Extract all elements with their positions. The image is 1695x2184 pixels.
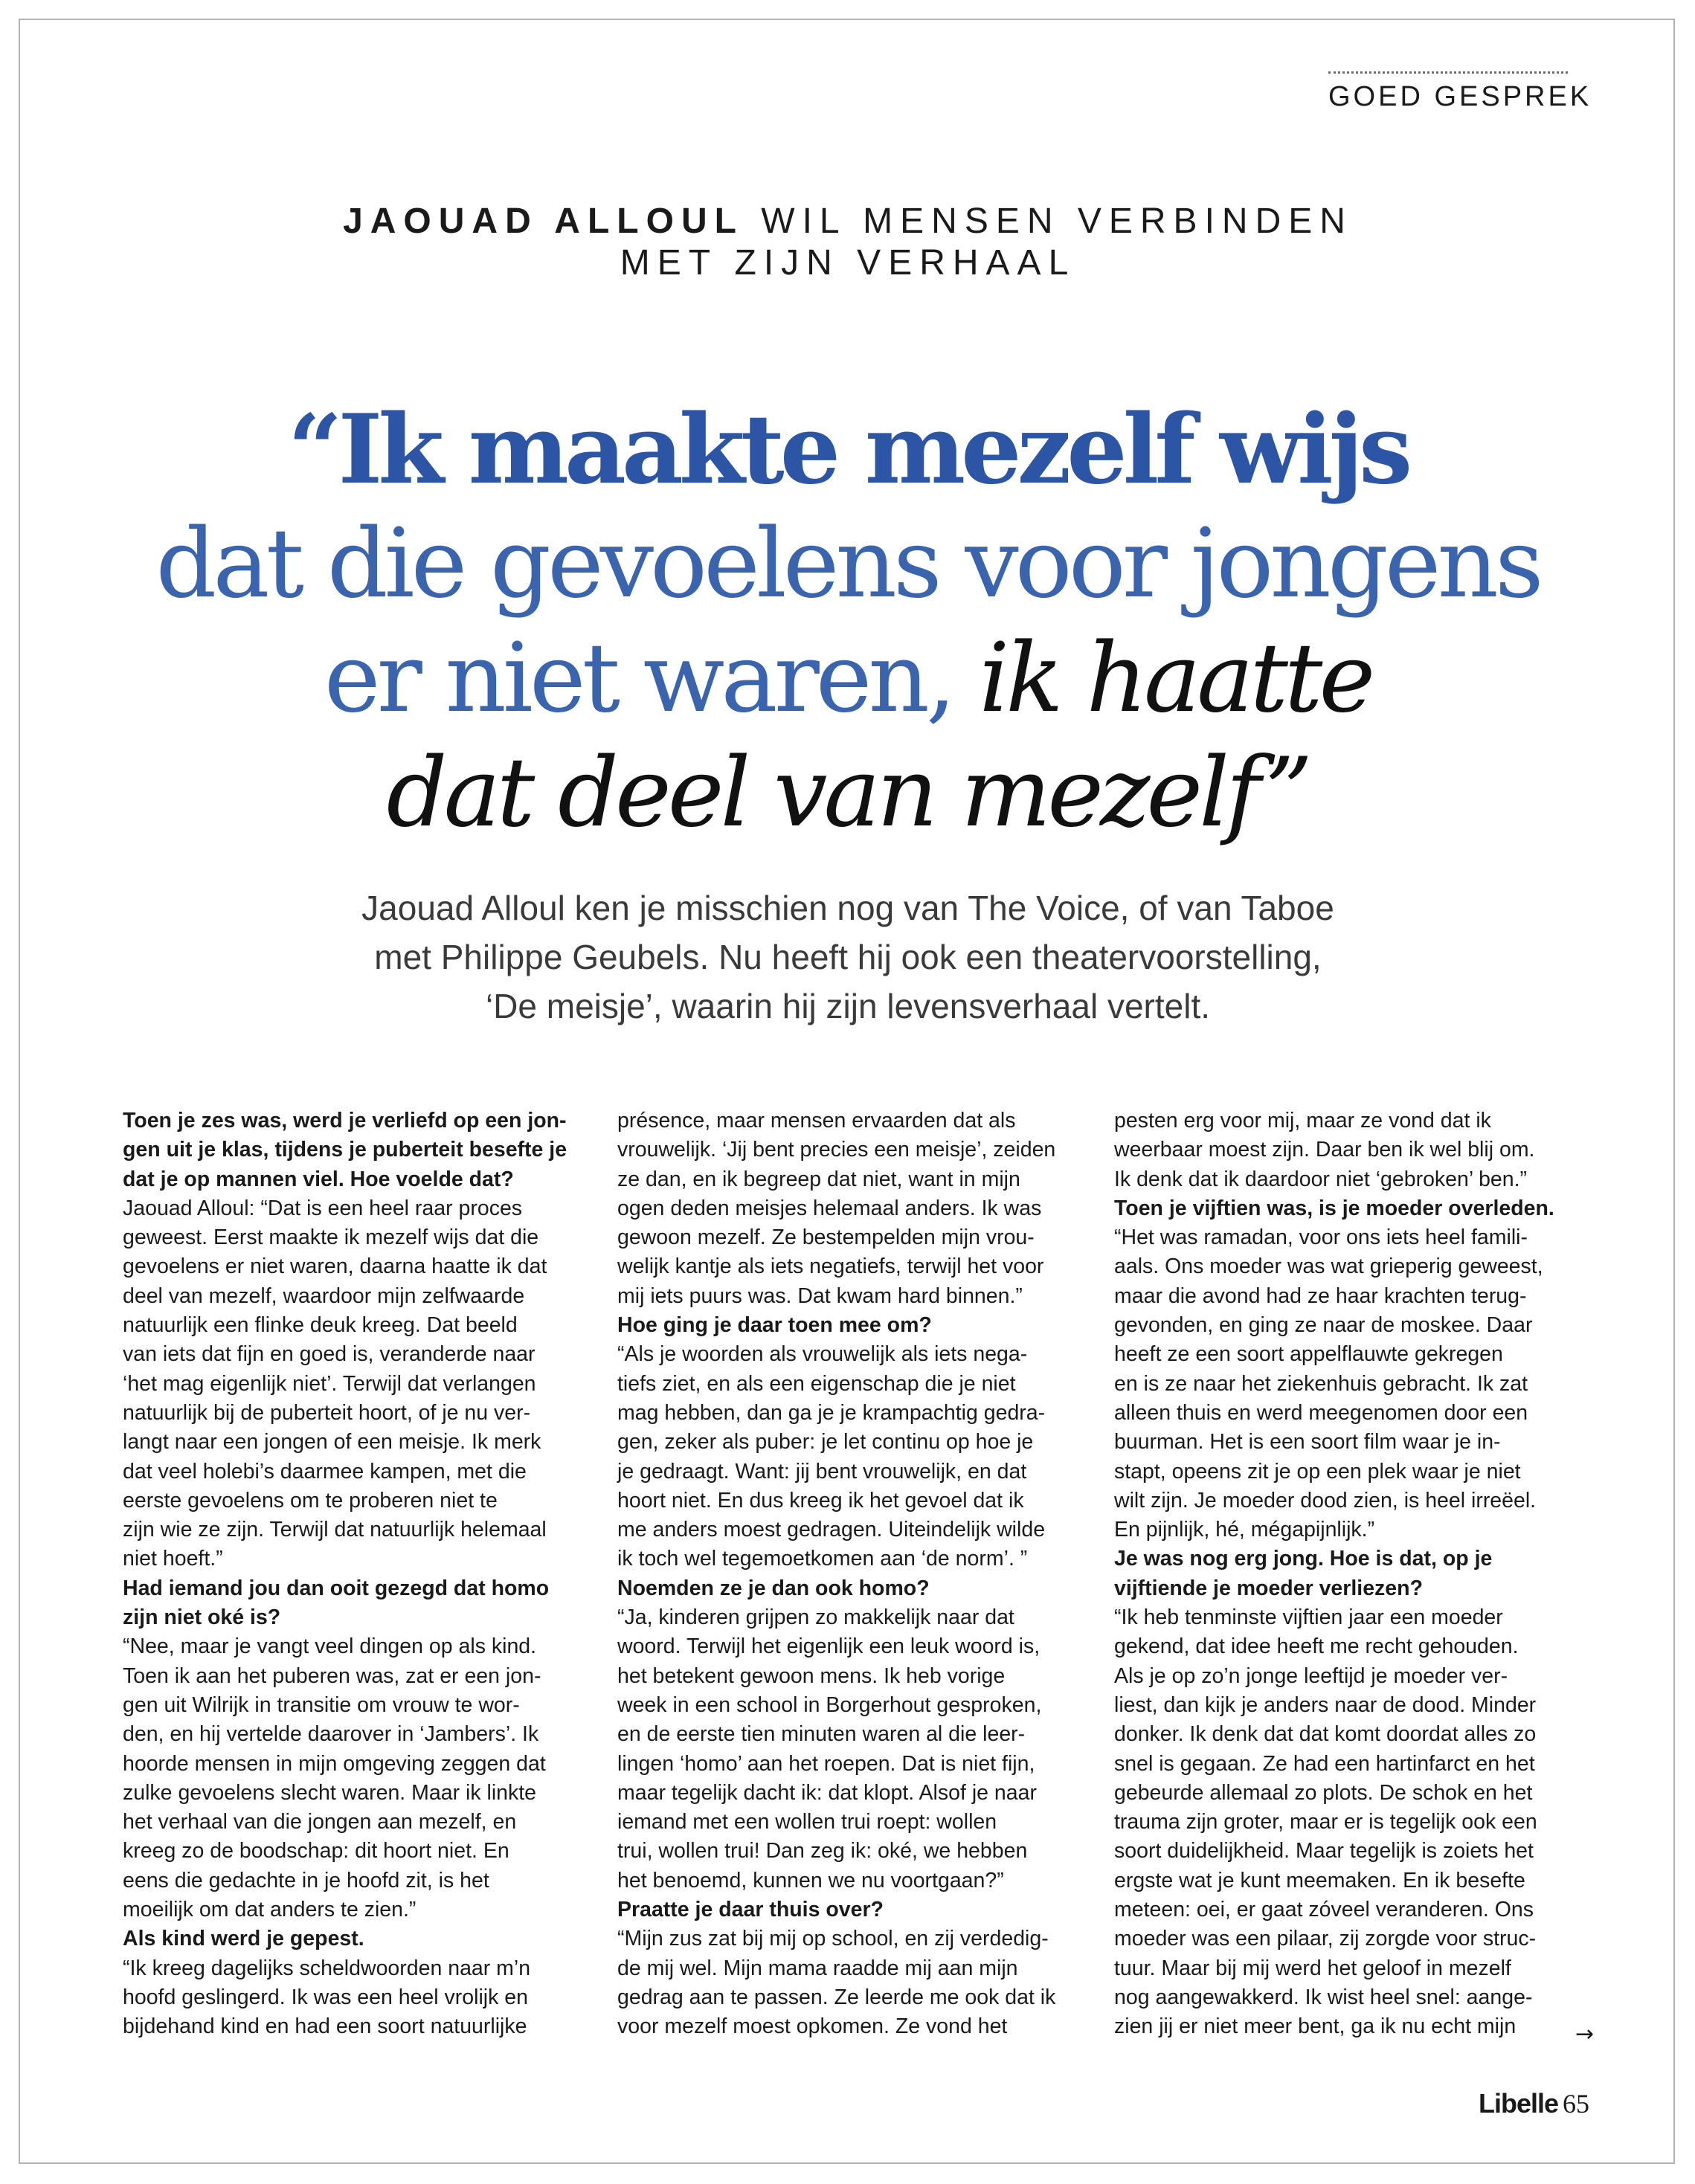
answer-line: niet hoeft.” — [123, 1547, 223, 1571]
answer-line: présence, maar mensen ervaarden dat als — [617, 1109, 1016, 1133]
article-column-2 — [617, 1107, 1071, 2042]
answer-line: de mij wel. Mijn mama raadde mij aan mijn — [617, 1956, 1018, 1980]
intro-line: Jaouad Alloul ken je misschien nog van The Voice, of van Taboe — [361, 889, 1334, 927]
answer-line: “Als je woorden als vrouwelijk als iets nega- — [617, 1342, 1028, 1367]
answer-line: natuurlijk bij de puberteit hoort, of je nu ver- — [123, 1400, 531, 1425]
question-line: zijn niet oké is? — [123, 1605, 281, 1630]
answer-line: gebeurde allemaal zo plots. De schok en het — [1114, 1780, 1533, 1805]
answer-line: “Het was ramadan, voor ons iets heel famili- — [1114, 1225, 1528, 1250]
answer-line: Ik denk dat ik daardoor niet ‘gebroken’ ben.” — [1114, 1167, 1528, 1191]
continue-arrow-icon: → — [1575, 2021, 1595, 2047]
question-line: Hoe ging je daar toen mee om? — [617, 1313, 932, 1338]
magazine-logo: Libelle — [1479, 2088, 1559, 2119]
answer-line: Jaouad Alloul: “Dat is een heel raar proces — [123, 1196, 523, 1220]
question-line: Als kind werd je gepest. — [123, 1927, 364, 1951]
answer-line: het benoemd, kunnen we nu voortgaan?” — [617, 1868, 1004, 1893]
answer-line: me anders moest gedragen. Uiteindelijk wilde — [617, 1518, 1046, 1542]
question-line: dat je op mannen viel. Hoe voelde dat? — [123, 1167, 514, 1191]
question-line: Toen je vijftien was, is je moeder overleden. — [1114, 1196, 1554, 1220]
answer-line: welijk kantje als iets negatiefs, terwijl het voor — [617, 1254, 1044, 1279]
headline-line-3-blue: er niet waren, — [324, 623, 980, 734]
answer-line: gewoon mezelf. Ze bestempelden mijn vrou- — [617, 1225, 1035, 1250]
answer-line: aals. Ons moeder was wat grieperig geweest, — [1114, 1254, 1543, 1279]
question-line: Je was nog erg jong. Hoe is dat, op je — [1114, 1547, 1493, 1571]
answer-line: deel van mezelf, waardoor mijn zelfwaarde — [123, 1283, 525, 1308]
answer-line: tiefs ziet, en als een eigenschap die je niet — [617, 1371, 1016, 1396]
answer-line: alleen thuis en werd meegenomen door een — [1114, 1400, 1528, 1425]
answer-line: van iets dat fijn en goed is, veranderde naar — [123, 1342, 535, 1367]
answer-line: het betekent gewoon mens. Ik heb vorige — [617, 1663, 1006, 1688]
article-column-3 — [1114, 1107, 1568, 2042]
answer-line: zien jij er niet meer bent, ga ik nu echt mijn — [1114, 2014, 1517, 2039]
section-label: GOED GESPREK — [1328, 71, 1568, 113]
page-footer — [1479, 2088, 1589, 2119]
page-number: 65 — [1563, 2089, 1590, 2119]
answer-line: buurman. Het is een soort film waar je in- — [1114, 1430, 1501, 1455]
answer-line: “Nee, maar je vangt veel dingen op als kind. — [123, 1634, 537, 1659]
answer-line: hoort niet. En dus kreeg ik het gevoel dat ik — [617, 1488, 1024, 1513]
answer-line: kreeg zo de boodschap: dit hoort niet. En — [123, 1839, 509, 1864]
answer-line: woord. Terwijl het eigenlijk een leuk woord is, — [617, 1634, 1041, 1659]
answer-line: gevoelens er niet waren, daarna haatte ik dat — [123, 1254, 547, 1279]
answer-line: wilt zijn. Je moeder dood zien, is heel irreëel. — [1114, 1488, 1537, 1513]
answer-line: gen uit Wilrijk in transitie om vrouw te wor- — [123, 1692, 520, 1717]
intro-line: met Philippe Geubels. Nu heeft hij ook een theatervoorstelling, — [374, 938, 1322, 976]
answer-line: en is ze naar het ziekenhuis gebracht. Ik zat — [1114, 1371, 1528, 1396]
answer-line: En pijnlijk, hé, mégapijnlijk.” — [1114, 1518, 1375, 1542]
answer-line: week in een school in Borgerhout gesproken, — [617, 1692, 1042, 1717]
answer-line: ‘het mag eigenlijk niet’. Terwijl dat verlangen — [123, 1371, 536, 1396]
answer-line: zijn wie ze zijn. Terwijl dat natuurlijk helemaal — [123, 1518, 547, 1542]
answer-line: “Ik heb tenminste vijftien jaar een moeder — [1114, 1605, 1503, 1630]
answer-line: hoorde mensen in mijn omgeving zeggen dat — [123, 1751, 546, 1776]
question-line: Had iemand jou dan ooit gezegd dat homo — [123, 1576, 550, 1600]
answer-line: iemand met een wollen trui roept: wollen — [617, 1810, 997, 1835]
answer-line: maar die avond had ze haar krachten terug- — [1114, 1283, 1527, 1308]
kicker-line1-rest: WIL MENSEN VERBINDEN — [743, 202, 1353, 241]
answer-line: zulke gevoelens slecht waren. Maar ik linkte — [123, 1780, 537, 1805]
answer-line: bijdehand kind en had een soort natuurlijke — [123, 2014, 527, 2039]
answer-line: mag hebben, dan ga je je krampachtig gedra- — [617, 1400, 1046, 1425]
answer-line: vrouwelijk. ‘Jij bent precies een meisje’, zeiden — [617, 1138, 1056, 1162]
answer-line: eens die gedachte in je hoofd zit, is het — [123, 1868, 489, 1893]
answer-line: mij iets puurs was. Dat kwam hard binnen.” — [617, 1283, 1023, 1308]
question-line: Toen je zes was, werd je verliefd op een jon- — [123, 1109, 567, 1133]
answer-line: stapt, opeens zit je op een plek waar je niet — [1114, 1459, 1521, 1484]
answer-line: geweest. Eerst maakte ik mezelf wijs dat die — [123, 1225, 539, 1250]
answer-line: moeilijk om dat anders te zien.” — [123, 1898, 416, 1922]
answer-line: je gedraagt. Want: jij bent vrouwelijk, en dat — [617, 1459, 1027, 1484]
headline-line-1: “Ik maakte mezelf wijs — [287, 394, 1409, 506]
answer-line: meteen: oei, er gaat zóveel veranderen. Ons — [1114, 1898, 1534, 1922]
headline-line-3-dark: ik haatte — [979, 623, 1372, 734]
answer-line: “Mijn zus zat bij mij op school, en zij verdedig- — [617, 1927, 1049, 1951]
answer-line: tuur. Maar bij mij werd het geloof in mezelf — [1114, 1956, 1511, 1980]
answer-line: ik toch wel tegemoetkomen aan ‘de norm’. ” — [617, 1547, 1028, 1571]
question-line: gen uit je klas, tijdens je puberteit besefte je — [123, 1138, 567, 1162]
answer-line: Als je op zo’n jonge leeftijd je moeder ver- — [1114, 1663, 1508, 1688]
answer-line: moeder was een pilaar, zij zorgde voor struc- — [1114, 1927, 1537, 1951]
answer-line: ergste wat je kunt meemaken. En ik besefte — [1114, 1868, 1525, 1893]
kicker — [297, 201, 1398, 284]
answer-line: het verhaal van die jongen aan mezelf, en — [123, 1810, 517, 1835]
answer-line: ogen deden meisjes helemaal anders. Ik was — [617, 1196, 1042, 1220]
headline-line-4: dat deel van mezelf” — [386, 738, 1310, 848]
answer-line: langt naar een jongen of een meisje. Ik merk — [123, 1430, 541, 1455]
answer-line: nog aangewakkerd. Ik wist heel snel: aange- — [1114, 1985, 1533, 2009]
answer-line: trui, wollen trui! Dan zeg ik: oké, we hebben — [617, 1839, 1028, 1864]
intro-line: ‘De meisje’, waarin hij zijn levensverhaal vertelt. — [485, 987, 1211, 1025]
answer-line: voor mezelf moest opkomen. Ze vond het — [617, 2014, 1008, 2039]
answer-line: natuurlijk een flinke deuk kreeg. Dat beeld — [123, 1313, 518, 1338]
answer-line: hoofd geslingerd. Ik was een heel vrolijk en — [123, 1985, 528, 2009]
answer-line: gen, zeker als puber: je let continu op hoe je — [617, 1430, 1034, 1455]
answer-line: soort duidelijkheid. Maar tegelijk is zoiets het — [1114, 1839, 1534, 1864]
answer-line: pesten erg voor mij, maar ze vond dat ik — [1114, 1109, 1491, 1133]
intro-paragraph — [223, 883, 1473, 1031]
answer-line: lingen ‘homo’ aan het roepen. Dat is niet fijn, — [617, 1751, 1035, 1776]
answer-line: maar tegelijk dacht ik: dat klopt. Alsof je naar — [617, 1780, 1037, 1805]
article-column-1 — [123, 1107, 576, 2042]
answer-line: en de eerste tien minuten waren al die leer- — [617, 1722, 1026, 1747]
headline-quote — [112, 393, 1584, 851]
answer-line: gedrag aan te passen. Ze leerde me ook dat ik — [617, 1985, 1056, 2009]
answer-line: heeft ze een soort appelflauwte gekregen — [1114, 1342, 1503, 1367]
headline-line-3 — [112, 622, 1584, 736]
answer-line: trauma zijn groter, maar er is tegelijk ook een — [1114, 1810, 1537, 1835]
answer-line: snel is gegaan. Ze had een hartinfarct en het — [1114, 1751, 1535, 1776]
question-line: Noemden ze je dan ook homo? — [617, 1576, 930, 1600]
answer-line: liest, dan kijk je anders naar de dood. Minder — [1114, 1692, 1537, 1717]
question-line: vijftiende je moeder verliezen? — [1114, 1576, 1423, 1600]
answer-line: “Ik kreeg dagelijks scheldwoorden naar m’n — [123, 1956, 531, 1980]
answer-line: dat veel holebi’s daarmee kampen, met die — [123, 1459, 527, 1484]
answer-line: eerste gevoelens om te proberen niet te — [123, 1488, 498, 1513]
answer-line: weerbaar moest zijn. Daar ben ik wel blij om. — [1114, 1138, 1535, 1162]
answer-line: ze dan, en ik begreep dat niet, want in mijn — [617, 1167, 1020, 1191]
answer-line: donker. Ik denk dat dat komt doordat alles zo — [1114, 1722, 1537, 1747]
headline-line-2: dat die gevoelens voor jongens — [155, 509, 1540, 619]
answer-line: gekend, dat idee heeft me recht gehouden. — [1114, 1634, 1519, 1659]
kicker-line2: MET ZIJN VERHAAL — [620, 243, 1076, 283]
answer-line: den, en hij vertelde daarover in ‘Jambers’. Ik — [123, 1722, 539, 1747]
kicker-name: JAOUAD ALLOUL — [343, 202, 744, 241]
answer-line: Toen ik aan het puberen was, zat er een jon- — [123, 1663, 541, 1688]
answer-line: gevonden, en ging ze naar de moskee. Daar — [1114, 1313, 1533, 1338]
answer-line: “Ja, kinderen grijpen zo makkelijk naar dat — [617, 1605, 1014, 1630]
question-line: Praatte je daar thuis over? — [617, 1898, 884, 1922]
